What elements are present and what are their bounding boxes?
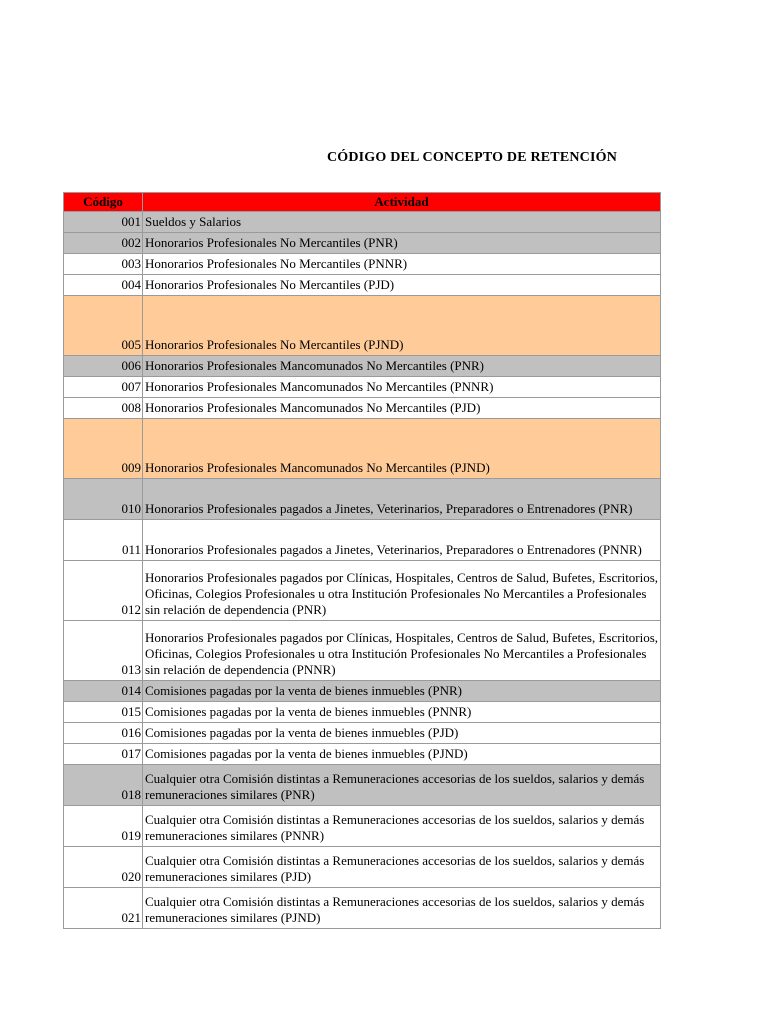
row-activity: Honorarios Profesionales Mancomunados No Mercantiles (PNR) — [143, 356, 661, 377]
row-activity: Cualquier otra Comisión distintas a Remuneraciones accesorias de los sueldos, salarios y demás remuneraciones similares (PJND) — [143, 888, 661, 929]
row-activity: Sueldos y Salarios — [143, 212, 661, 233]
row-code: 001 — [64, 212, 143, 233]
row-code: 013 — [64, 621, 143, 681]
table-row — [64, 212, 661, 233]
table-body — [64, 212, 661, 929]
table-row — [64, 888, 661, 929]
row-activity: Honorarios Profesionales pagados a Jinetes, Veterinarios, Preparadores o Entrenadores (PNR) — [143, 479, 661, 520]
table-row — [64, 520, 661, 561]
row-activity: Cualquier otra Comisión distintas a Remuneraciones accesorias de los sueldos, salarios y demás remuneraciones similares (PNR) — [143, 765, 661, 806]
row-code: 002 — [64, 233, 143, 254]
row-activity: Honorarios Profesionales No Mercantiles (PNR) — [143, 233, 661, 254]
row-code: 003 — [64, 254, 143, 275]
row-activity: Cualquier otra Comisión distintas a Remuneraciones accesorias de los sueldos, salarios y demás remuneraciones similares (PNNR) — [143, 806, 661, 847]
row-code: 004 — [64, 275, 143, 296]
row-activity: Honorarios Profesionales Mancomunados No Mercantiles (PNNR) — [143, 377, 661, 398]
table-row — [64, 377, 661, 398]
row-activity: Comisiones pagadas por la venta de bienes inmuebles (PNNR) — [143, 702, 661, 723]
row-activity: Honorarios Profesionales pagados por Clínicas, Hospitales, Centros de Salud, Bufetes, Escritorios, Oficinas, Colegios Profesionales u otra Institución Profesionales No Mercantiles a Profesionales sin relación de dependencia (PNNR) — [143, 621, 661, 681]
row-code: 016 — [64, 723, 143, 744]
row-activity: Comisiones pagadas por la venta de bienes inmuebles (PNR) — [143, 681, 661, 702]
table-row — [64, 296, 661, 356]
row-code: 006 — [64, 356, 143, 377]
header-code: Código — [64, 193, 143, 212]
table-row — [64, 233, 661, 254]
row-code: 009 — [64, 419, 143, 479]
header-activity: Actividad — [143, 193, 661, 212]
table-row — [64, 561, 661, 621]
row-activity: Honorarios Profesionales No Mercantiles (PJD) — [143, 275, 661, 296]
row-activity: Comisiones pagadas por la venta de bienes inmuebles (PJD) — [143, 723, 661, 744]
table-row — [64, 681, 661, 702]
table-row — [64, 806, 661, 847]
table-row — [64, 479, 661, 520]
row-code: 012 — [64, 561, 143, 621]
row-code: 015 — [64, 702, 143, 723]
row-code: 010 — [64, 479, 143, 520]
row-code: 005 — [64, 296, 143, 356]
row-activity: Honorarios Profesionales pagados por Clínicas, Hospitales, Centros de Salud, Bufetes, Escritorios, Oficinas, Colegios Profesionales u otra Institución Profesionales No Mercantiles a Profesionales sin relación de dependencia (PNR) — [143, 561, 661, 621]
row-code: 007 — [64, 377, 143, 398]
table-row — [64, 275, 661, 296]
row-code: 019 — [64, 806, 143, 847]
table-row — [64, 847, 661, 888]
row-code: 011 — [64, 520, 143, 561]
table-row — [64, 419, 661, 479]
table-header-row — [64, 193, 661, 212]
table-row — [64, 254, 661, 275]
row-activity: Honorarios Profesionales Mancomunados No Mercantiles (PJD) — [143, 398, 661, 419]
row-code: 020 — [64, 847, 143, 888]
row-code: 017 — [64, 744, 143, 765]
row-activity: Comisiones pagadas por la venta de bienes inmuebles (PJND) — [143, 744, 661, 765]
table-row — [64, 765, 661, 806]
page-title: CÓDIGO DEL CONCEPTO DE RETENCIÓN — [326, 150, 618, 165]
retention-codes-table — [63, 192, 661, 929]
row-activity: Honorarios Profesionales pagados a Jinetes, Veterinarios, Preparadores o Entrenadores (PNNR) — [143, 520, 661, 561]
row-code: 021 — [64, 888, 143, 929]
table-row — [64, 744, 661, 765]
row-activity: Cualquier otra Comisión distintas a Remuneraciones accesorias de los sueldos, salarios y demás remuneraciones similares (PJD) — [143, 847, 661, 888]
row-code: 008 — [64, 398, 143, 419]
row-code: 018 — [64, 765, 143, 806]
table-row — [64, 621, 661, 681]
row-activity: Honorarios Profesionales No Mercantiles (PNNR) — [143, 254, 661, 275]
table-row — [64, 356, 661, 377]
row-code: 014 — [64, 681, 143, 702]
row-activity: Honorarios Profesionales No Mercantiles (PJND) — [143, 296, 661, 356]
table-row — [64, 398, 661, 419]
table-row — [64, 723, 661, 744]
row-activity: Honorarios Profesionales Mancomunados No Mercantiles (PJND) — [143, 419, 661, 479]
table-row — [64, 702, 661, 723]
